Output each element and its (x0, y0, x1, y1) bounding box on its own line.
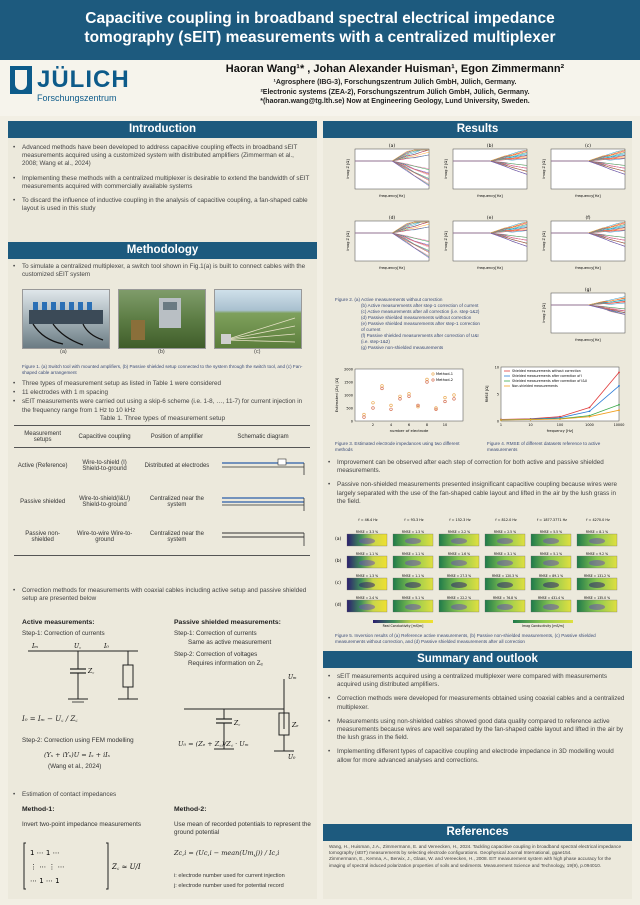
photo-fan-cable-layout (214, 289, 302, 349)
fig5-colorbar-imag (513, 620, 573, 623)
affiliations: ¹Agrosphere (IBG-3), Forschungszentrum Jülich GmbH, Jülich, Germany. ²Electronic systems (ZEA-2), Forschungszentrum Jülich GmbH, Jülich, Germany. *(haoran.wang@tg.lth.se) Now at Engineering Geology, Lund University, Sweden. (260, 79, 530, 105)
fig3-ytick: 500 (346, 406, 353, 411)
fig4-xtick: 10000 (613, 423, 625, 427)
fig4-legend-label: Shielded measurements after correction of I (512, 374, 583, 378)
circuit-label-U0: U₀ (288, 754, 296, 761)
fig4-point (589, 416, 591, 418)
fig2-panel (542, 143, 625, 198)
circuit-label-Um: Uₘ (288, 674, 297, 681)
fig3-ytick: 2000 (344, 367, 353, 372)
circuit-label-I0: I₀ (104, 643, 109, 650)
fig4-point (500, 419, 502, 421)
fig5-anomaly (451, 538, 467, 544)
svg-text:⋮ ⋯ ⋮ ⋯: ⋮ ⋯ ⋮ ⋯ (30, 863, 65, 871)
table1-header: Measurement setups (24, 430, 61, 443)
fig5-caption: Figure 5. Inversion results of (a) Reference active measurements, (b) Passive non-shielded measurements, (c) Passive shielded measurements without correction, and (d) Passive shielded measurements after all correction (335, 633, 596, 644)
intro-heading: Introduction (8, 121, 317, 138)
table-cell: Distributed at electrodes (144, 462, 210, 469)
table-row (14, 484, 310, 520)
summary-heading: Summary and outlook (323, 651, 632, 668)
fig5-rmse-label: RMSE = 120.3 % (491, 574, 519, 578)
fig5-rmse-label: RMSE = 8.1 % (585, 530, 609, 534)
svg-text:1 ⋯ 1 ⋯: 1 ⋯ 1 ⋯ (30, 849, 60, 857)
schematic-active (216, 448, 310, 484)
switch-tool-illustration (23, 290, 109, 348)
reference-list (329, 844, 627, 869)
fig4-xtick: 10 (528, 423, 533, 427)
fig2-ylabel: Imag Z [Ω] (542, 303, 546, 323)
fig2-ylabel: Imag Z [Ω] (444, 159, 448, 179)
photo-label-b: (b) (158, 349, 165, 355)
fig5-rmse-label: RMSE = 2.2 % (447, 530, 471, 534)
method1-matrix-equation (22, 839, 162, 895)
summary-bullet: • sEIT measurements acquired using a centralized multiplexer were compared with measurements acquired using distributed amplifiers. (327, 673, 626, 689)
fig2-panel-frame (453, 221, 527, 261)
passive-step2: Step-2: Correction of voltages (174, 651, 258, 658)
fig2-xlabel: frequency[Hz] (477, 266, 503, 270)
fig2-xlabel: frequency[Hz] (379, 266, 405, 270)
active-equation-2: (Yₛ + iYₛ)U = Iₛ + iIₛ (44, 751, 110, 759)
fig5-freq-label: f = 152.3 Hz (449, 518, 471, 522)
fig5-anomaly (497, 604, 513, 610)
method-bullet: • 11 electrodes with 1 m spacing (12, 389, 311, 397)
fig5-row-label: (c) (335, 581, 341, 586)
fig2-ylabel: Imag Z [Ω] (346, 231, 350, 251)
fig2-caption: Figure 2. (a) Active measurements without correction (b) Active measurements after step-1 correction of current (c) Active measurements after all correction (i.e. step-1&2) (d) Passive shielded measurements without correction (e) Passive shielded measurements after step-1 correction of current (f) Passive shielded measurements after correction of U&I (i.e. step-1&2) (g) Passive non-shielded measurements (335, 297, 480, 350)
author-names: Haoran Wang¹* , Johan Alexander Huisman¹, Egon Zimmermann² (225, 63, 565, 75)
fig4-xtick: 1000 (585, 423, 594, 427)
schematic-passive-shielded (216, 484, 310, 520)
method2-text: Use mean of recorded potentials to represent the ground potential (174, 821, 311, 836)
fig5-anomaly (543, 604, 559, 610)
fig5-colorbar-real (373, 620, 433, 623)
reference-item: Wang, H., Huisman, J.A., Zimmermann, E. and Vereecken, H., 2024. Tackling capacitive coupling in broadband spectral electrical impedance tomography (sEIT) measurements by selecting electrode configurations. Geophysical Journal International, ggae154. (329, 844, 622, 856)
fig5-anomaly (497, 560, 513, 566)
fig2-panel-label: (d) (388, 216, 396, 221)
fig4-point (589, 410, 591, 412)
fig5-freq-label: f = 93.3 Hz (404, 518, 424, 522)
fig5-anomaly (589, 604, 605, 610)
intro-bullet: • Implementing these methods with a centralized multiplexer is desirable to extend the bandwidth of sEIT measurements acquired with commercially available systems (12, 175, 311, 191)
photo-switch-tool (22, 289, 110, 349)
table-cell: Wire-to-shield (I) Shield-to-ground (82, 459, 127, 472)
fig5-anomaly (497, 538, 513, 544)
table-row (14, 448, 310, 484)
fig5-anomaly (543, 560, 559, 566)
fig4-ylabel: RMSE [Ω] (485, 385, 489, 403)
fig2-ylabel: Imag Z [Ω] (542, 231, 546, 251)
fig5-freq-label: f = 812.0 Hz (495, 518, 517, 522)
fig2-panel (542, 287, 625, 342)
table-row (14, 520, 310, 556)
fig3-ylabel: Estimated |Zc| [Ω] (334, 377, 339, 413)
fig3-xlabel: number of electrode (389, 428, 429, 433)
fig5-anomaly (543, 538, 559, 544)
fig4-point (618, 385, 620, 387)
circuit-label-Zc: Z꜀ (88, 668, 95, 675)
method2-j-def: j: electrode number used for potential record (174, 883, 284, 889)
fig4-point (589, 407, 591, 409)
juelich-logo (10, 66, 138, 108)
summary-bullet: • Correction methods were developed for measurements obtained using coaxial cables and a centralized multiplexer. (327, 695, 626, 711)
method2-i-def: i: electrode number used for current injection (174, 873, 285, 879)
fig4-point (530, 419, 532, 421)
fig2-panel (444, 215, 527, 270)
fig2-panel-frame (551, 221, 625, 261)
method1-heading: Method-1: (22, 806, 55, 813)
fig5-rmse-label: RMSE = 1.1 % (401, 574, 425, 578)
summary-bullet: • Measurements using non-shielded cables showed good data quality compared to reference active measurements because wires are well separated by the fan-shaped cable layout and lifted in the air by the lush grass in the field. (327, 718, 626, 743)
fig2-panel-label: (b) (486, 144, 494, 149)
fig5-anomaly (451, 560, 467, 566)
table1-header: Schematic diagram (237, 433, 289, 440)
fig3-xtick: 4 (389, 423, 393, 427)
fig2-xlabel: frequency[Hz] (575, 338, 601, 342)
method-bullet: • Estimation of contact impedances (12, 791, 311, 799)
active-equation-1: I₀ = Iₘ − U꜀ / Z꜀ (22, 715, 78, 723)
fig4-chart (483, 363, 625, 439)
passive-step1b: Same as active measurement (188, 639, 272, 646)
fig5-colorbar-label: Imag Conductivity [mS/m] (522, 624, 564, 628)
method-bullet: • To simulate a centralized multiplexer, a switch tool shown in Fig.1(a) is built to connect cables with the customized sEIT system (12, 263, 311, 279)
circuit-label-Zc2: Z꜀ (234, 720, 241, 727)
method1-text: Invert two-point impedance measurements (22, 821, 141, 828)
fig5-anomaly (451, 604, 467, 610)
logo-sub: Forschungszentrum (37, 93, 117, 103)
fig2-ylabel: Imag Z [Ω] (444, 231, 448, 251)
intro-bullet: • To discard the influence of inductive coupling in the analysis of capacitive coupling, a fan-shaped cable layout is used in this study (12, 197, 311, 213)
poster-header (0, 0, 640, 60)
fig4-point (559, 418, 561, 420)
fig5-rmse-label: RMSE = 22.2 % (446, 596, 472, 600)
methodology-heading: Methodology (8, 242, 317, 259)
fig2-panel-label: (f) (585, 216, 591, 221)
fig5-rmse-label: RMSE = 9.2 % (585, 552, 609, 556)
fig2-panel (346, 143, 429, 198)
fig4-xtick: 100 (556, 423, 564, 427)
poster-title: Capacitive coupling in broadband spectral electrical impedance tomography (sEIT) measurements with a centralized multiplexer (84, 10, 556, 46)
fig5-anomaly (589, 538, 605, 544)
active-reference: (Wang et al., 2024) (48, 763, 102, 770)
fan-layout-illustration (215, 290, 301, 348)
svg-text:Z꜀ ≈ U/I: Z꜀ ≈ U/I (112, 863, 141, 871)
fig3-xtick: 6 (407, 423, 411, 427)
fig3-xtick: 8 (425, 423, 429, 427)
fig3-xtick: 2 (371, 423, 375, 427)
active-step2: Step-2: Correction using FEM modelling (22, 737, 134, 744)
fig2-ylabel: Imag Z [Ω] (346, 159, 350, 179)
fig3-chart (331, 363, 471, 439)
fig5-rmse-label: RMSE = 1.3 % (355, 574, 379, 578)
table-cell: Active (Reference) (17, 462, 68, 469)
reference-item: Zimmermann, E., Kemna, A., Berwix, J., Glaas, W. and Vereecken, H., 2008. EIT measurement system with high phase accuracy for the imaging of spectral induced polarization properties of soils and sediments. Measurement Science and Technology, 19(9), p.094010. (329, 856, 612, 868)
table-cell: Centralized near the system (149, 495, 204, 508)
passive-step1: Step-1: Correction of currents (174, 630, 257, 637)
fig3-ytick: 0 (350, 419, 353, 424)
photo-label-a: (a) (60, 349, 67, 355)
right-column (323, 121, 632, 899)
fig4-point (618, 372, 620, 374)
fig2-panel (542, 215, 625, 270)
photo-passive-setup (118, 289, 206, 349)
fig5-anomaly (405, 538, 421, 544)
fig4-legend-label: Non-shielded measurements (512, 384, 558, 388)
fig5-rmse-label: RMSE = 1.1 % (355, 552, 379, 556)
fig3-legend-label: Method-1 (436, 372, 454, 376)
fig5-rmse-label: RMSE = 5.1 % (401, 596, 425, 600)
logo-name: JÜLICH (37, 66, 130, 93)
svg-text:⋯ 1 ⋯ 1: ⋯ 1 ⋯ 1 (30, 877, 60, 885)
fig4-ytick: 5 (496, 392, 499, 397)
fig5-anomaly (405, 604, 421, 610)
fig1-caption: Figure 1. (a) Switch tool with mounted amplifiers, (b) Passive shielded setup connected to the system through the switch tool, and (c) Fan-shaped cable arrangement (22, 364, 303, 375)
passive-equation: U₀ = (Zₑ + Z꜀)/Z꜀ · Uₘ (178, 740, 249, 748)
circuit-label-Uc: U꜀ (74, 643, 82, 650)
table-cell: Passive shielded (20, 498, 66, 505)
fig5-rmse-label: RMSE = 431.4 % (537, 596, 565, 600)
fig5-anomaly (497, 582, 513, 588)
fig5-anomaly (405, 560, 421, 566)
table1-header: Position of amplifier (150, 433, 204, 440)
fig5-colorbar-label: Real Conductivity [mS/m] (382, 624, 424, 628)
fig3-xtick: 10 (442, 423, 448, 427)
fig5-anomaly (359, 538, 375, 544)
fig2-panel-label: (a) (388, 144, 396, 149)
fig2-panel-label: (e) (486, 216, 494, 221)
fig4-caption: Figure 4. RMSE of different datasets reference to active measurements (487, 441, 601, 452)
fig5-rmse-label: RMSE = 76.8 % (492, 596, 518, 600)
table1 (14, 425, 310, 575)
fig3-legend-label: Method-2 (436, 378, 454, 382)
passive-step2b: Requires information on Zₑ (188, 660, 263, 667)
fig5-freq-label: f = 1877.3771 Hz (537, 518, 567, 522)
table-cell: Centralized near the system (149, 531, 204, 544)
fig5-rmse-label: RMSE = 5.5 % (539, 530, 563, 534)
fig4-point (618, 404, 620, 406)
fig2-xlabel: frequency[Hz] (477, 194, 503, 198)
fig5-row-label: (b) (335, 559, 342, 564)
fig5-anomaly (589, 560, 605, 566)
results-bullet: • Improvement can be observed after each step of correction for both active and passive shielded measurements. (327, 459, 626, 475)
fig2-panel-frame (551, 149, 625, 189)
fig2-panel-frame (453, 149, 527, 189)
fig3-ytick: 1500 (344, 380, 353, 385)
fig5-rmse-label: RMSE = 3.1 % (493, 552, 517, 556)
fig5-rmse-label: RMSE = 135.0 % (583, 596, 611, 600)
schematic-passive-nonshielded (216, 520, 310, 556)
fig5-rmse-label: RMSE = 3.3 % (355, 530, 379, 534)
method-bullet: • sEIT measurements were carried out using a skip-6 scheme (i.e. 1-8, …, 11-7) for current injection in the frequency range from 1 Hz to 10 kHz (12, 398, 311, 414)
photo-label-c: (c) (254, 349, 261, 355)
fig4-point (618, 409, 620, 411)
passive-heading: Passive shielded measurements: (174, 619, 281, 626)
table-cell: Wire-to-wire Wire-to-ground (76, 531, 133, 544)
active-circuit (28, 639, 148, 709)
summary-bullet: • Implementing different types of capacitive coupling and electrode impedance in 3D modelling would allow for more advanced analyses and corrections. (327, 748, 626, 764)
fig5-rmse-label: RMSE = 2.4 % (355, 596, 379, 600)
fig2-xlabel: frequency[Hz] (575, 266, 601, 270)
fig4-ytick: 10 (494, 365, 499, 370)
fig5-rmse-label: RMSE = 131.2 % (583, 574, 611, 578)
fig5-rmse-label: RMSE = 1.3 % (401, 530, 425, 534)
table-cell: Passive non-shielded (25, 531, 60, 544)
fig5-freq-label: f = 4270.0 Hz (586, 518, 610, 522)
fig3-caption: Figure 3. Estimated electrode impedances using two different methods (335, 441, 460, 452)
fig4-ytick: 0 (496, 419, 499, 424)
active-step1: Step-1: Correction of currents (22, 630, 105, 637)
fig5-anomaly (359, 582, 375, 588)
fig5-anomaly (451, 582, 467, 588)
author-block (0, 60, 640, 116)
table1-header: Capacitive coupling (78, 433, 131, 440)
fig5-freq-label: f = 46.4 Hz (358, 518, 378, 522)
fig2-panel (346, 215, 429, 270)
fig4-legend-label: Shielded measurements without correction (512, 369, 581, 373)
circuit-label-Ze: Zₑ (292, 722, 299, 729)
active-heading: Active measurements: (22, 619, 95, 626)
fig5-anomaly (359, 560, 375, 566)
results-bullet: • Passive non-shielded measurements presented insignificant capacitive coupling because wires were largely separated with the use of the fan-shaped cable layout and lifted in the air by the lush grass in the field. (327, 481, 626, 506)
passive-setup-illustration (119, 290, 205, 348)
fig4-xtick: 1 (499, 423, 503, 427)
method-bullet: • Correction methods for measurements with coaxial cables including active setup and passive shielded setup are presented below (12, 587, 311, 603)
fig4-xlabel: frequency [Hz] (546, 429, 574, 433)
fig5-rmse-label: RMSE = 1.1 % (401, 552, 425, 556)
fig2-ylabel: Imag Z [Ω] (542, 159, 546, 179)
fig5-rmse-label: RMSE = 2.5 % (493, 530, 517, 534)
table-cell: Wire-to-shield(I&U) Shield-to-ground (79, 495, 131, 508)
fig5-inversions (333, 516, 625, 628)
fig5-row-label: (d) (335, 603, 342, 608)
fig5-rmse-label: RMSE = 5.1 % (539, 552, 563, 556)
fig5-rmse-label: RMSE = 27.3 % (446, 574, 472, 578)
fig5-anomaly (589, 582, 605, 588)
left-column (8, 121, 317, 899)
fig5-anomaly (543, 582, 559, 588)
circuit-label-Im: Iₘ (32, 643, 39, 650)
fig3-ytick: 1000 (344, 393, 353, 398)
fig2-panel-label: (g) (584, 288, 592, 293)
fig2-xlabel: frequency[Hz] (575, 194, 601, 198)
fig2-xlabel: frequency[Hz] (379, 194, 405, 198)
method2-heading: Method-2: (174, 806, 207, 813)
results-heading: Results (323, 121, 632, 138)
fig4-legend-label: Shielded measurements after correction of I&U (512, 379, 588, 383)
table1-title: Table 1. Three types of measurement setup (99, 415, 226, 422)
fig5-anomaly (405, 582, 421, 588)
fig2-panel (444, 143, 527, 198)
fig5-rmse-label: RMSE = 89.1 % (538, 574, 564, 578)
method2-equation: Zc,i = (Uc,i − mean(Um,j)) / Ic,i (174, 849, 280, 857)
fig5-anomaly (359, 604, 375, 610)
juelich-logo-mark-icon (10, 66, 32, 94)
fig5-row-label: (a) (335, 537, 342, 542)
fig2-panel-label: (c) (585, 144, 591, 149)
references-heading: References (323, 824, 632, 841)
table1-header-row (14, 426, 310, 448)
fig5-rmse-label: RMSE = 1.6 % (447, 552, 471, 556)
intro-bullet: • Advanced methods have been developed to address capacitive coupling effects in broadband sEIT measurements acquired using a customized system with distributed amplifiers (Zimmerman et al., 2008; Wang et al., 2024) (12, 144, 311, 169)
method-bullet: • Three types of measurement setup as listed in Table 1 were considered (12, 380, 311, 388)
